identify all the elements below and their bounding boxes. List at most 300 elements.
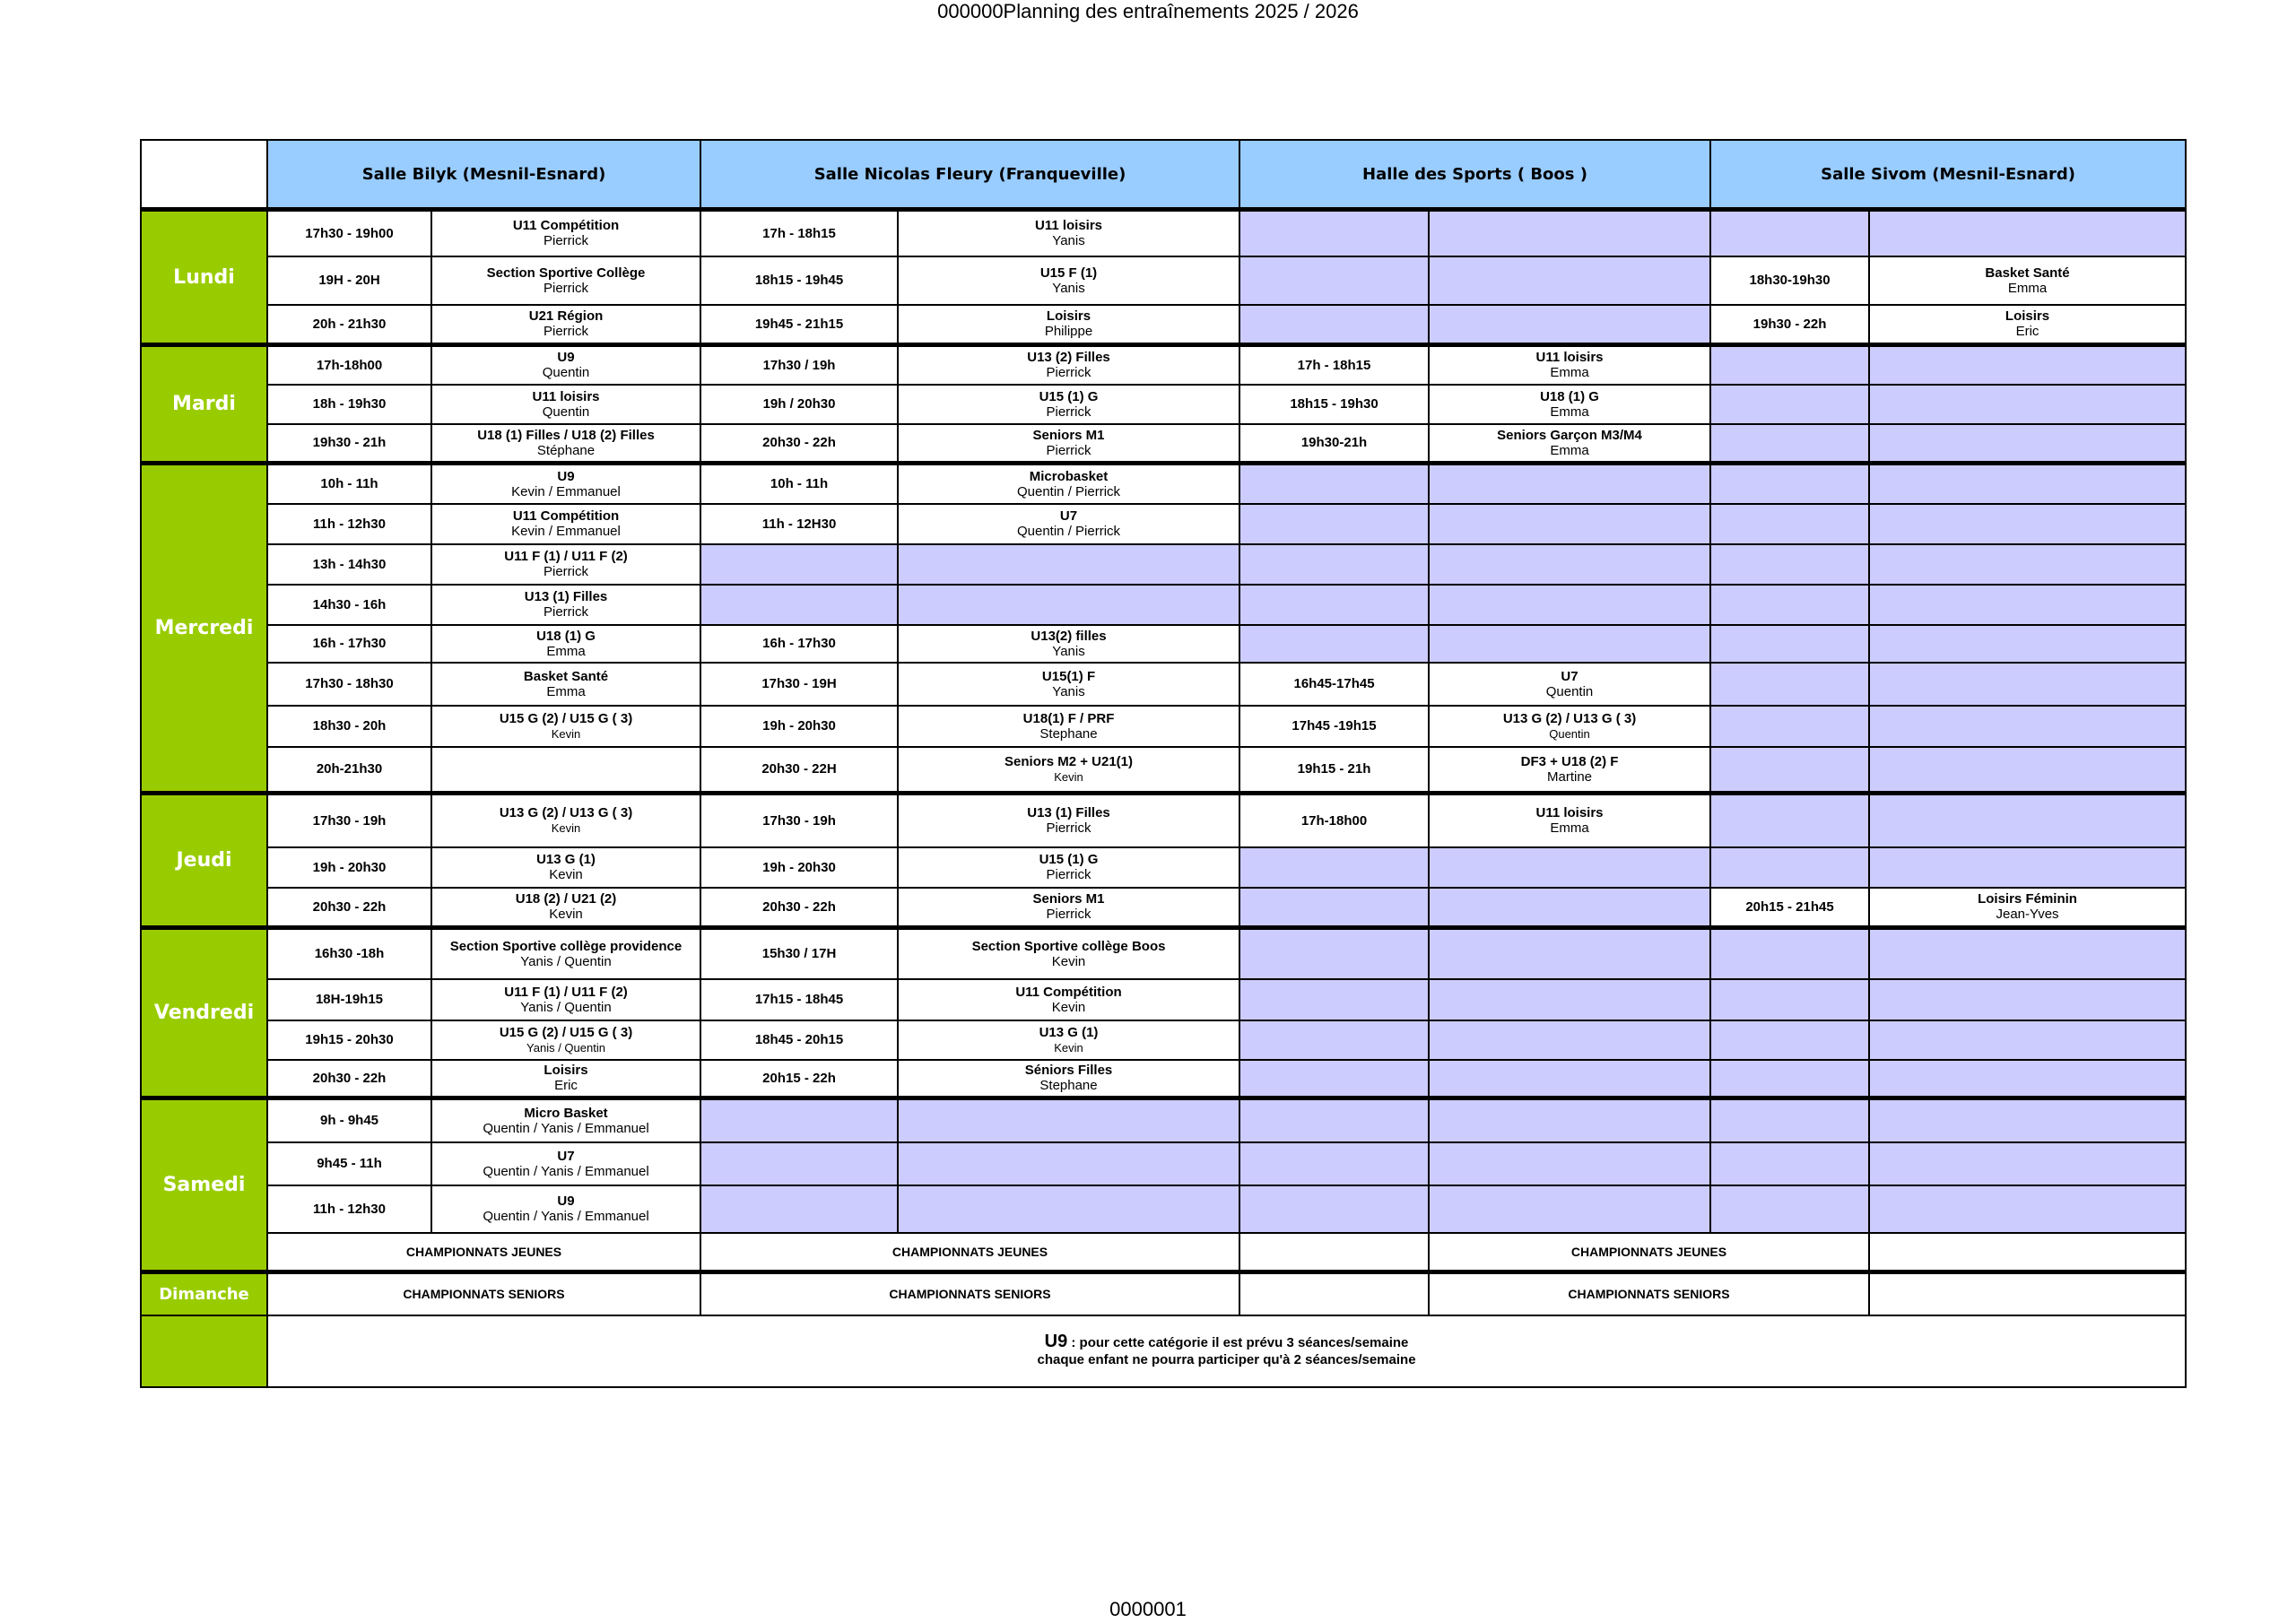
activity-cell: [431, 706, 700, 747]
coach-name: Kevin: [1051, 999, 1086, 1015]
championnats-jeunes-cell: CHAMPIONNATS JEUNES: [700, 1233, 1239, 1272]
activity-title: U18 (1) G: [1540, 388, 1599, 404]
coach-name: Yanis / Quentin: [526, 1040, 605, 1055]
coach-name: Yanis / Quentin: [520, 953, 612, 969]
activity-cell: [431, 256, 700, 305]
activity-cell: [898, 928, 1239, 979]
time-cell: 20h30 - 22H: [700, 747, 898, 794]
coach-name: Quentin: [542, 404, 590, 420]
dimanche-row: [141, 1272, 2186, 1315]
activity-cell: [898, 1060, 1239, 1098]
empty-slot: [700, 544, 898, 585]
activity-title: U9: [557, 350, 575, 366]
schedule-body: [141, 210, 2186, 1387]
coach-name: Quentin / Yanis / Emmanuel: [483, 1209, 649, 1224]
empty-slot: [1239, 210, 1429, 256]
activity-title: U9: [557, 468, 575, 484]
activity-title: U7: [1059, 508, 1078, 524]
championnats-jeunes-row: [141, 1233, 2186, 1272]
activity-cell: [431, 1142, 700, 1185]
activity-title: Micro Basket: [524, 1105, 608, 1121]
day-label: Mercredi: [141, 464, 267, 794]
coach-name: Quentin / Pierrick: [1016, 524, 1121, 539]
activity-title: U21 Région: [528, 308, 604, 325]
coach-name: Pierrick: [1046, 404, 1091, 420]
empty-slot: [1869, 210, 2186, 256]
activity-title: U13(2) filles: [1031, 628, 1107, 644]
activity-cell: [898, 794, 1239, 847]
empty-slot: [898, 585, 1239, 625]
empty-slot: [700, 1142, 898, 1185]
activity-title: U11 loisirs: [1034, 218, 1103, 234]
schedule-row: [141, 1060, 2186, 1098]
activity-cell: [898, 385, 1239, 424]
activity-cell: [898, 256, 1239, 305]
empty-slot: [1710, 794, 1869, 847]
championnats-seniors-cell: [1869, 1272, 2186, 1315]
day-label: Lundi: [141, 210, 267, 345]
time-cell: 16h30 -18h: [267, 928, 431, 979]
empty-slot: [1429, 1060, 1710, 1098]
time-cell: 19h / 20h30: [700, 385, 898, 424]
activity-cell: [1429, 794, 1710, 847]
hall-header: Salle Bilyk (Mesnil-Esnard): [267, 140, 700, 210]
page-title: 000000Planning des entraînements 2025 / 2026: [937, 0, 1359, 22]
empty-slot: [1869, 385, 2186, 424]
time-cell: 9h - 9h45: [267, 1098, 431, 1142]
time-cell: 10h - 11h: [267, 464, 431, 504]
day-label: Dimanche: [141, 1272, 267, 1315]
activity-cell: [431, 1098, 700, 1142]
empty-slot: [1869, 706, 2186, 747]
coach-name: Pierrick: [1046, 820, 1091, 837]
activity-title: Loisirs: [544, 1063, 588, 1079]
coach-name: Kevin: [1054, 769, 1083, 784]
time-cell: 17h15 - 18h45: [700, 979, 898, 1020]
coach-name: Kevin / Emmanuel: [511, 524, 621, 539]
time-cell: 20h-21h30: [267, 747, 431, 794]
coach-name: Martine: [1547, 768, 1593, 785]
empty-slot: [1239, 1098, 1429, 1142]
activity-title: Seniors M1: [1032, 427, 1105, 443]
activity-title: U18(1) F / PRF: [1022, 710, 1115, 726]
time-cell: 17h-18h00: [1239, 794, 1429, 847]
empty-slot: [1710, 1142, 1869, 1185]
activity-title: U13 (2) Filles: [1027, 350, 1110, 366]
empty-slot: [1239, 888, 1429, 928]
time-cell: 18h15 - 19h45: [700, 256, 898, 305]
activity-title: Section Sportive collège providence: [449, 938, 683, 954]
activity-title: U13 (1) Filles: [1027, 805, 1110, 821]
coach-name: Pierrick: [544, 280, 589, 296]
note-line-1: : pour cette catégorie il est prévu 3 séances/semaine: [1067, 1335, 1409, 1350]
day-label: Vendredi: [141, 928, 267, 1098]
schedule-row: [141, 585, 2186, 625]
empty-slot: [1710, 979, 1869, 1020]
activity-cell: [1869, 256, 2186, 305]
activity-cell: [1429, 385, 1710, 424]
coach-name: Pierrick: [1046, 907, 1091, 923]
coach-name: Stephane: [1039, 725, 1098, 742]
championnats-seniors-cell: CHAMPIONNATS SENIORS: [1429, 1272, 1869, 1315]
empty-slot: [1869, 424, 2186, 464]
empty-slot: [1710, 210, 1869, 256]
activity-cell: [431, 1060, 700, 1098]
empty-slot: [1429, 928, 1710, 979]
activity-title: U15 (1) G: [1039, 852, 1099, 867]
championnats-jeunes-cell: CHAMPIONNATS JEUNES: [267, 1233, 700, 1272]
coach-name: Stéphane: [536, 442, 596, 458]
time-cell: 17h30 - 19h: [267, 794, 431, 847]
schedule-row: [141, 210, 2186, 256]
empty-slot: [1710, 424, 1869, 464]
empty-slot: [1869, 1098, 2186, 1142]
activity-title: U15 G (2) / U15 G ( 3): [499, 1024, 633, 1040]
time-cell: 17h - 18h15: [1239, 345, 1429, 385]
empty-slot: [1239, 847, 1429, 888]
empty-slot: [1710, 928, 1869, 979]
empty-slot: [1869, 544, 2186, 585]
day-label: Mardi: [141, 345, 267, 464]
empty-slot: [1869, 794, 2186, 847]
activity-title: U11 loisirs: [1535, 350, 1604, 366]
schedule-row: [141, 1142, 2186, 1185]
coach-name: Philippe: [1044, 324, 1093, 340]
time-cell: 16h45-17h45: [1239, 663, 1429, 706]
coach-name: Jean-Yves: [1996, 907, 2059, 923]
empty-slot: [1869, 1020, 2186, 1060]
activity-cell: [898, 979, 1239, 1020]
empty-slot: [1239, 625, 1429, 663]
schedule-row: [141, 256, 2186, 305]
coach-name: Quentin: [1549, 726, 1590, 741]
time-cell: 19h30-21h: [1239, 424, 1429, 464]
activity-cell: [898, 888, 1239, 928]
coach-name: Kevin: [549, 867, 583, 882]
activity-title: U15 (1) G: [1039, 388, 1099, 404]
coach-name: Kevin: [1051, 953, 1086, 969]
empty-slot: [898, 544, 1239, 585]
schedule-row: [141, 625, 2186, 663]
time-cell: 17h30 - 19h00: [267, 210, 431, 256]
time-cell: 20h30 - 22h: [267, 888, 431, 928]
championnats-jeunes-cell: [1239, 1233, 1429, 1272]
activity-title: U13 G (2) / U13 G ( 3): [499, 805, 633, 821]
empty-slot: [898, 1185, 1239, 1233]
empty-slot: [1869, 928, 2186, 979]
empty-slot: [1429, 1098, 1710, 1142]
empty-slot: [1710, 1020, 1869, 1060]
activity-title: Basket Santé: [523, 668, 609, 684]
activity-title: U9: [557, 1193, 575, 1209]
time-cell: 11h - 12h30: [267, 1185, 431, 1233]
empty-slot: [1239, 305, 1429, 345]
coach-name: Eric: [554, 1078, 578, 1094]
activity-cell: [431, 747, 700, 794]
activity-title: U15 G (2) / U15 G ( 3): [499, 710, 633, 726]
time-cell: 14h30 - 16h: [267, 585, 431, 625]
coach-name: Kevin: [551, 821, 581, 836]
coach-name: Emma: [1550, 820, 1589, 837]
empty-slot: [1239, 1185, 1429, 1233]
empty-slot: [1429, 847, 1710, 888]
coach-name: Kevin: [549, 907, 583, 923]
empty-slot: [1869, 979, 2186, 1020]
activity-title: U11 F (1) / U11 F (2): [504, 984, 628, 1000]
activity-cell: [431, 424, 700, 464]
empty-slot: [700, 1098, 898, 1142]
schedule-row: [141, 1020, 2186, 1060]
empty-slot: [1869, 747, 2186, 794]
coach-name: Yanis: [1052, 643, 1085, 659]
schedule-row: [141, 544, 2186, 585]
schedule-row: [141, 305, 2186, 345]
coach-name: Emma: [546, 683, 586, 699]
empty-slot: [1429, 625, 1710, 663]
activity-cell: [898, 345, 1239, 385]
empty-slot: [1869, 663, 2186, 706]
time-cell: 17h30 / 19h: [700, 345, 898, 385]
activity-title: Seniors M1: [1032, 891, 1105, 907]
note-line-2: chaque enfant ne pourra participer qu'à 2 séances/semaine: [1037, 1352, 1416, 1367]
activity-cell: [1429, 747, 1710, 794]
coach-name: Yanis: [1052, 280, 1085, 296]
coach-name: Yanis: [1052, 233, 1085, 249]
time-cell: 17h30 - 18h30: [267, 663, 431, 706]
hall-header: Salle Sivom (Mesnil-Esnard): [1710, 140, 2186, 210]
empty-slot: [700, 1185, 898, 1233]
activity-title: U15 F (1): [1039, 265, 1098, 281]
coach-name: Eric: [2015, 324, 2039, 340]
activity-title: U11 loisirs: [532, 388, 600, 404]
note-label: U9: [1044, 1332, 1068, 1351]
empty-slot: [700, 585, 898, 625]
empty-slot: [1869, 585, 2186, 625]
coach-name: Pierrick: [544, 604, 589, 620]
schedule-row: [141, 663, 2186, 706]
empty-slot: [1429, 1142, 1710, 1185]
day-label: Samedi: [141, 1098, 267, 1272]
page-footer: 0000001: [1109, 1598, 1187, 1620]
schedule-row: [141, 706, 2186, 747]
empty-slot: [898, 1142, 1239, 1185]
time-cell: 9h45 - 11h: [267, 1142, 431, 1185]
activity-title: DF3 + U18 (2) F: [1520, 753, 1619, 769]
empty-slot: [1429, 256, 1710, 305]
activity-cell: [1429, 424, 1710, 464]
empty-slot: [1429, 305, 1710, 345]
empty-slot: [1239, 1020, 1429, 1060]
empty-slot: [1710, 706, 1869, 747]
activity-cell: [1869, 305, 2186, 345]
activity-cell: [1429, 663, 1710, 706]
activity-cell: [431, 888, 700, 928]
time-cell: 20h30 - 22h: [700, 888, 898, 928]
activity-title: U13 G (2) / U13 G ( 3): [1502, 710, 1637, 726]
activity-cell: [898, 663, 1239, 706]
activity-title: Section Sportive Collège: [486, 265, 646, 281]
time-cell: 19h - 20h30: [267, 847, 431, 888]
activity-title: U13 G (1): [536, 852, 596, 867]
activity-title: U11 F (1) / U11 F (2): [504, 549, 628, 564]
coach-name: Yanis / Quentin: [520, 999, 612, 1015]
empty-slot: [1429, 464, 1710, 504]
hall-header: Halle des Sports ( Boos ): [1239, 140, 1710, 210]
time-cell: 13h - 14h30: [267, 544, 431, 585]
time-cell: 15h30 / 17H: [700, 928, 898, 979]
empty-slot: [1710, 847, 1869, 888]
activity-cell: [431, 794, 700, 847]
empty-slot: [1710, 747, 1869, 794]
time-cell: 19h - 20h30: [700, 706, 898, 747]
empty-slot: [1239, 544, 1429, 585]
time-cell: 10h - 11h: [700, 464, 898, 504]
note-row: [141, 1315, 2186, 1387]
coach-name: Pierrick: [544, 564, 589, 579]
time-cell: 11h - 12H30: [700, 504, 898, 544]
activity-cell: [431, 847, 700, 888]
time-cell: 18H-19h15: [267, 979, 431, 1020]
activity-cell: [1429, 706, 1710, 747]
activity-title: Seniors Garçon M3/M4: [1497, 427, 1642, 443]
activity-cell: [1429, 345, 1710, 385]
coach-name: Quentin: [1545, 683, 1594, 699]
time-cell: 17h30 - 19h: [700, 794, 898, 847]
coach-name: Quentin / Yanis / Emmanuel: [483, 1120, 649, 1136]
time-cell: 17h45 -19h15: [1239, 706, 1429, 747]
activity-title: U11 Compétition: [1015, 984, 1122, 1000]
empty-slot: [1710, 625, 1869, 663]
activity-title: U18 (1) G: [536, 628, 596, 644]
schedule-row: [141, 424, 2186, 464]
time-cell: 19h30 - 22h: [1710, 305, 1869, 345]
time-cell: 19h45 - 21h15: [700, 305, 898, 345]
schedule-row: [141, 1098, 2186, 1142]
activity-cell: [431, 385, 700, 424]
activity-cell: [431, 1020, 700, 1060]
schedule-row: [141, 1185, 2186, 1233]
empty-slot: [1869, 1060, 2186, 1098]
activity-cell: [431, 544, 700, 585]
activity-title: Loisirs: [1046, 308, 1091, 325]
activity-cell: [431, 663, 700, 706]
time-cell: 11h - 12h30: [267, 504, 431, 544]
empty-slot: [1239, 464, 1429, 504]
time-cell: 20h15 - 22h: [700, 1060, 898, 1098]
empty-slot: [1239, 1142, 1429, 1185]
coach-name: Quentin: [542, 365, 590, 381]
activity-cell: [898, 847, 1239, 888]
activity-cell: [431, 464, 700, 504]
activity-cell: [1869, 888, 2186, 928]
empty-slot: [1710, 1185, 1869, 1233]
coach-name: Emma: [2007, 280, 2048, 296]
empty-slot: [1429, 504, 1710, 544]
empty-slot: [1429, 585, 1710, 625]
schedule-row: [141, 504, 2186, 544]
activity-cell: [898, 706, 1239, 747]
coach-name: Quentin / Pierrick: [1016, 483, 1121, 499]
time-cell: 17h30 - 19H: [700, 663, 898, 706]
coach-name: Kevin: [1054, 1040, 1083, 1055]
time-cell: 17h-18h00: [267, 345, 431, 385]
time-cell: 16h - 17h30: [267, 625, 431, 663]
activity-title: Microbasket: [1029, 468, 1109, 484]
empty-slot: [1429, 979, 1710, 1020]
coach-name: Stephane: [1039, 1078, 1098, 1094]
championnats-seniors-cell: CHAMPIONNATS SENIORS: [700, 1272, 1239, 1315]
u9-note: [267, 1315, 2186, 1387]
schedule-row: [141, 888, 2186, 928]
empty-slot: [1429, 544, 1710, 585]
coach-name: Pierrick: [544, 233, 589, 249]
empty-slot: [1710, 585, 1869, 625]
time-cell: 19h15 - 21h: [1239, 747, 1429, 794]
empty-slot: [1710, 504, 1869, 544]
time-cell: 16h - 17h30: [700, 625, 898, 663]
activity-cell: [898, 625, 1239, 663]
activity-cell: [431, 1185, 700, 1233]
activity-title: U7: [557, 1148, 575, 1164]
coach-name: Pierrick: [1046, 365, 1091, 381]
schedule-row: [141, 345, 2186, 385]
activity-cell: [898, 305, 1239, 345]
coach-name: Emma: [1550, 442, 1589, 458]
coach-name: Kevin: [551, 726, 581, 741]
empty-slot: [1239, 1060, 1429, 1098]
schedule-row: [141, 747, 2186, 794]
activity-cell: [898, 747, 1239, 794]
activity-title: U11 loisirs: [1535, 805, 1604, 821]
time-cell: 19h30 - 21h: [267, 424, 431, 464]
time-cell: 19h - 20h30: [700, 847, 898, 888]
championnats-jeunes-cell: [1869, 1233, 2186, 1272]
empty-slot: [1869, 847, 2186, 888]
activity-title: U18 (2) / U21 (2): [515, 891, 617, 907]
empty-slot: [1710, 345, 1869, 385]
activity-title: Seniors M2 + U21(1): [1004, 753, 1133, 769]
time-cell: 18h15 - 19h30: [1239, 385, 1429, 424]
activity-title: Section Sportive collège Boos: [971, 938, 1166, 954]
activity-title: Séniors Filles: [1024, 1063, 1113, 1079]
schedule-table: [140, 139, 2187, 1388]
coach-name: Emma: [546, 643, 586, 659]
activity-title: U13 (1) Filles: [524, 589, 608, 604]
activity-title: U7: [1561, 668, 1578, 684]
coach-name: Pierrick: [544, 324, 589, 340]
empty-slot: [1429, 1185, 1710, 1233]
activity-cell: [898, 504, 1239, 544]
activity-title: U13 G (1): [1039, 1024, 1099, 1040]
day-label-empty: [141, 1315, 267, 1387]
schedule-row: [141, 847, 2186, 888]
activity-cell: [431, 928, 700, 979]
activity-title: Loisirs: [2005, 308, 2050, 325]
time-cell: 20h30 - 22h: [267, 1060, 431, 1098]
day-label: Jeudi: [141, 794, 267, 928]
empty-slot: [1710, 385, 1869, 424]
empty-slot: [1869, 504, 2186, 544]
empty-slot: [1869, 1185, 2186, 1233]
coach-name: Pierrick: [1046, 867, 1091, 882]
empty-slot: [1869, 625, 2186, 663]
activity-cell: [431, 625, 700, 663]
activity-cell: [898, 464, 1239, 504]
empty-slot: [1710, 464, 1869, 504]
activity-cell: [898, 424, 1239, 464]
activity-cell: [431, 585, 700, 625]
empty-slot: [1239, 256, 1429, 305]
